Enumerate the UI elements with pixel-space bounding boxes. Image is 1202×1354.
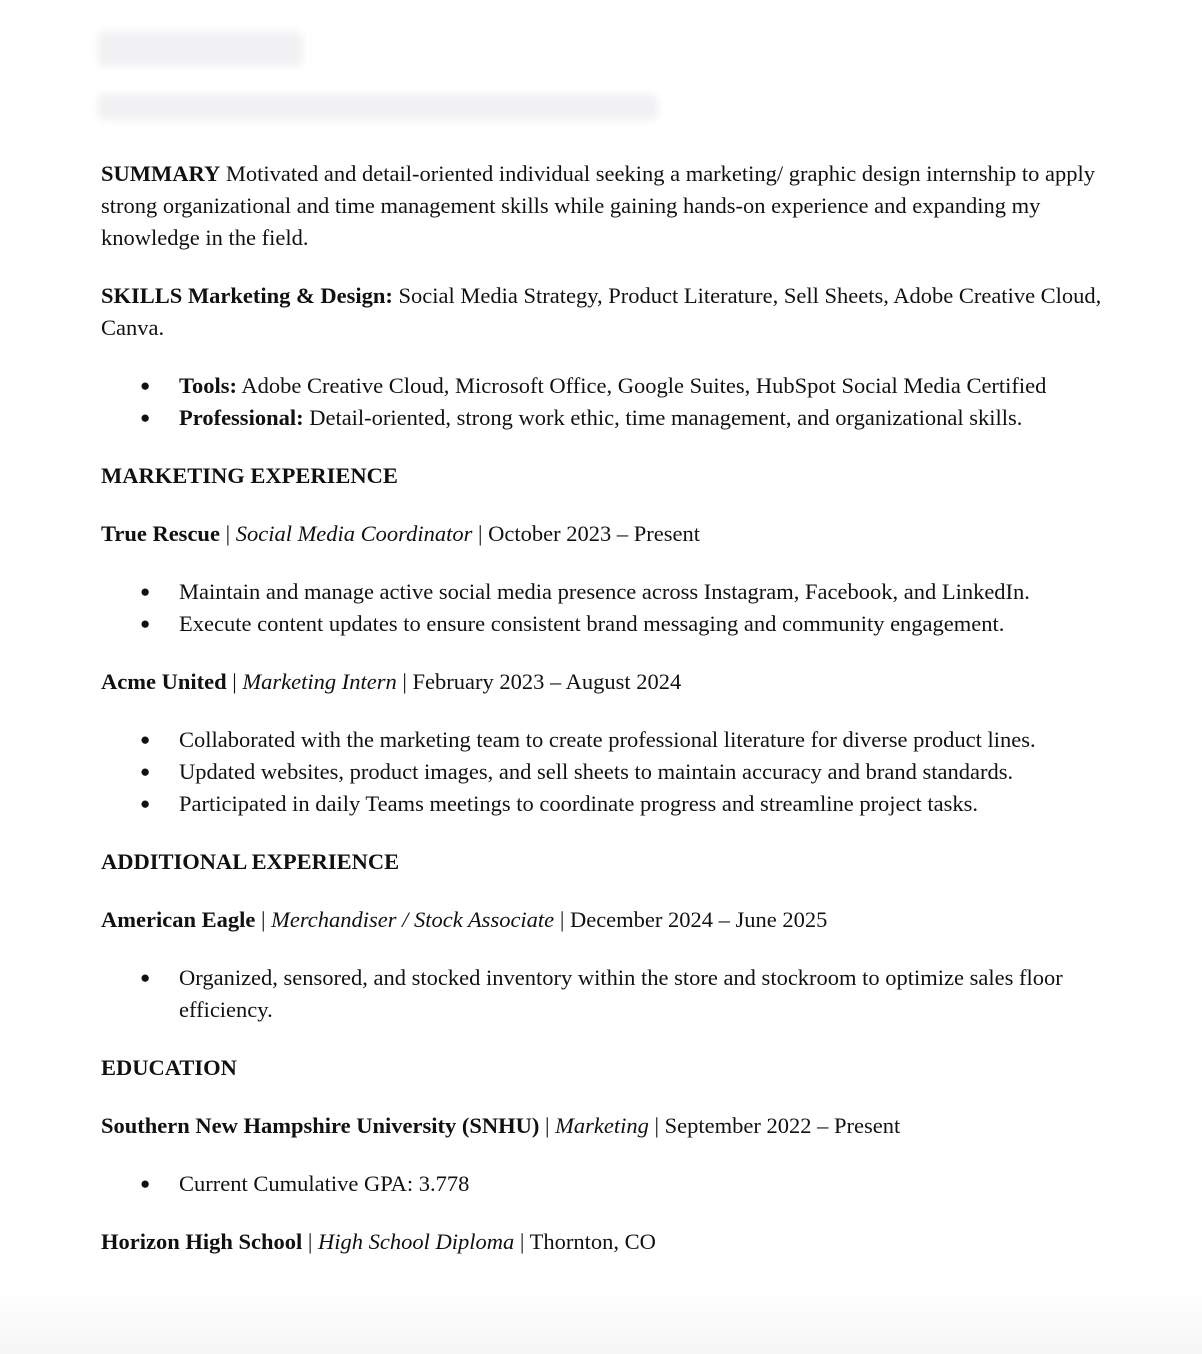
list-item (101, 576, 1141, 608)
bullet-icon: ● (140, 582, 151, 601)
bullet-icon: ● (140, 614, 151, 633)
school-name: Horizon High School (101, 1229, 303, 1254)
school-program: Marketing (555, 1113, 649, 1138)
redacted-contact-info (98, 94, 658, 120)
job-role: Merchandiser / Stock Associate (271, 907, 555, 932)
skills-heading: SKILLS (101, 283, 183, 308)
job-role: Social Media Coordinator (235, 521, 473, 546)
bullet-icon: ● (140, 794, 151, 813)
school-name: Southern New Hampshire University (SNHU) (101, 1113, 540, 1138)
summary-section (101, 158, 1141, 254)
job-header-american-eagle (101, 904, 1141, 936)
redacted-name (98, 32, 303, 66)
bullet-text: Execute content updates to ensure consistent brand messaging and community engagement. (179, 611, 1005, 636)
bullet-icon: ● (140, 1174, 151, 1193)
bullet-text: Collaborated with the marketing team to create professional literature for diverse product lines. (179, 727, 1036, 752)
list-item (101, 756, 1141, 788)
job-header-acme-united (101, 666, 1141, 698)
skill-label: Professional: (179, 405, 304, 430)
job-dates: December 2024 – June 2025 (569, 907, 828, 932)
summary-heading: SUMMARY (101, 161, 221, 186)
company-name: True Rescue (101, 521, 220, 546)
separator: | (255, 907, 272, 932)
page-bottom-shadow (0, 1284, 1202, 1354)
school-detail: Thornton, CO (529, 1229, 656, 1254)
company-name: American Eagle (101, 907, 256, 932)
job-dates: February 2023 – August 2024 (412, 669, 682, 694)
list-item (101, 402, 1141, 434)
additional-experience-heading: ADDITIONAL EXPERIENCE (101, 849, 400, 874)
school-bullets-snhu (101, 1168, 1141, 1200)
separator: | (472, 521, 489, 546)
separator: | (219, 521, 236, 546)
bullet-text: Maintain and manage active social media presence across Instagram, Facebook, and LinkedIn. (179, 579, 1030, 604)
separator: | (514, 1229, 530, 1254)
bullet-text: Participated in daily Teams meetings to coordinate progress and streamline project tasks. (179, 791, 979, 816)
bullet-icon: ● (140, 762, 151, 781)
bullet-text: Updated websites, product images, and sell sheets to maintain accuracy and brand standards. (179, 759, 1014, 784)
separator: | (539, 1113, 556, 1138)
skill-label: Tools: (179, 373, 237, 398)
list-item (101, 370, 1141, 402)
skill-text: Detail-oriented, strong work ethic, time management, and organizational skills. (309, 405, 1023, 430)
company-name: Acme United (101, 669, 227, 694)
skill-text: Adobe Creative Cloud, Microsoft Office, Google Suites, HubSpot Social Media Certified (241, 373, 1047, 398)
job-header-true-rescue (101, 518, 1141, 550)
list-item (101, 962, 1141, 1026)
bullet-icon: ● (140, 376, 151, 395)
job-bullets-american-eagle (101, 962, 1141, 1026)
marketing-experience-heading: MARKETING EXPERIENCE (101, 463, 398, 488)
separator: | (648, 1113, 665, 1138)
resume-document (101, 158, 1141, 1284)
skills-section (101, 280, 1141, 344)
education-heading: EDUCATION (101, 1055, 237, 1080)
separator: | (554, 907, 570, 932)
separator: | (302, 1229, 319, 1254)
skills-lead-label: Marketing & Design: (187, 283, 393, 308)
bullet-text: Organized, sensored, and stocked inventory within the store and stockroom to optimize sales floor efficiency. (179, 965, 1063, 1022)
list-item (101, 608, 1141, 640)
bullet-icon: ● (140, 730, 151, 749)
job-role: Marketing Intern (242, 669, 397, 694)
school-program: High School Diploma (318, 1229, 515, 1254)
separator: | (226, 669, 243, 694)
job-dates: October 2023 – Present (488, 521, 700, 546)
bullet-text: Current Cumulative GPA: 3.778 (179, 1171, 470, 1196)
summary-text: Motivated and detail-oriented individual seeking a marketing/ graphic design internship to apply strong organizational and time management skills while gaining hands-on experience and expanding my knowledge in the field. (101, 161, 1095, 250)
list-item (101, 1168, 1141, 1200)
bullet-icon: ● (140, 968, 151, 987)
school-detail: September 2022 – Present (664, 1113, 901, 1138)
job-bullets-acme-united (101, 724, 1141, 820)
list-item (101, 724, 1141, 756)
bullet-icon: ● (140, 408, 151, 427)
list-item (101, 788, 1141, 820)
school-header-snhu (101, 1110, 1141, 1142)
job-bullets-true-rescue (101, 576, 1141, 640)
skills-lead-text: Social Media Strategy, Product Literature, Sell Sheets, Adobe Creative Cloud, Canva. (101, 283, 1102, 340)
skills-list (101, 370, 1141, 434)
school-header-horizon (101, 1226, 1141, 1258)
separator: | (396, 669, 413, 694)
